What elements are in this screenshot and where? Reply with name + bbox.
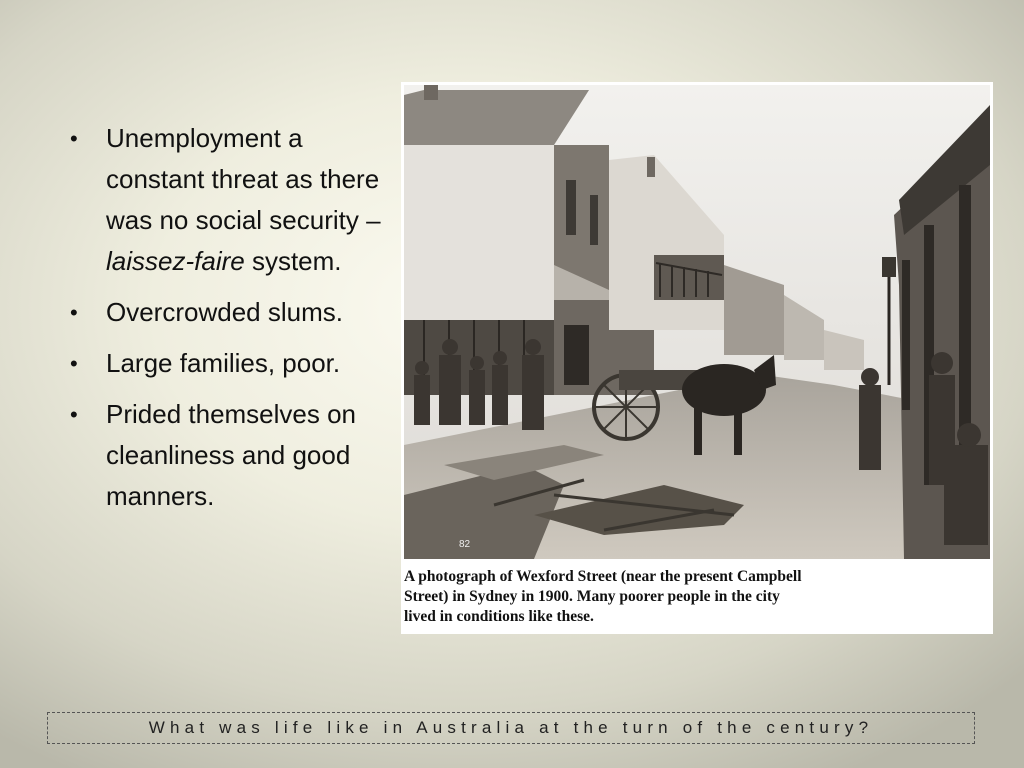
- bullet-text: Unemployment a constant threat as there was no social security –: [106, 123, 381, 235]
- bullet-text: Large families, poor.: [106, 348, 341, 378]
- bullet-text: Prided themselves on cleanliness and good manners.: [106, 399, 357, 511]
- caption-line: Street) in Sydney in 1900. Many poorer people in the city: [404, 588, 780, 605]
- bullet-item: [62, 343, 392, 384]
- footer-banner: [47, 712, 975, 744]
- bullet-list: [62, 118, 392, 527]
- bullet-item: [62, 292, 392, 333]
- bullet-dot: •: [70, 300, 78, 325]
- photo-negative-number: 82: [459, 539, 471, 550]
- bullet-dot: •: [70, 402, 78, 427]
- bullet-item: [62, 394, 392, 517]
- footer-text: What was life like in Australia at the turn of the century?: [148, 718, 874, 737]
- bullet-item: [62, 118, 392, 282]
- caption-line: A photograph of Wexford Street (near the present Campbell: [404, 568, 802, 585]
- bullet-text-italic: laissez-faire: [106, 246, 245, 276]
- photo-caption: [404, 567, 904, 627]
- caption-line: lived in conditions like these.: [404, 608, 594, 625]
- bullet-dot: •: [70, 126, 78, 151]
- bullet-text: Overcrowded slums.: [106, 297, 343, 327]
- bullet-dot: •: [70, 351, 78, 376]
- bullet-text-tail: system.: [244, 246, 342, 276]
- street-photograph: [404, 85, 990, 559]
- photo-card: [401, 82, 993, 634]
